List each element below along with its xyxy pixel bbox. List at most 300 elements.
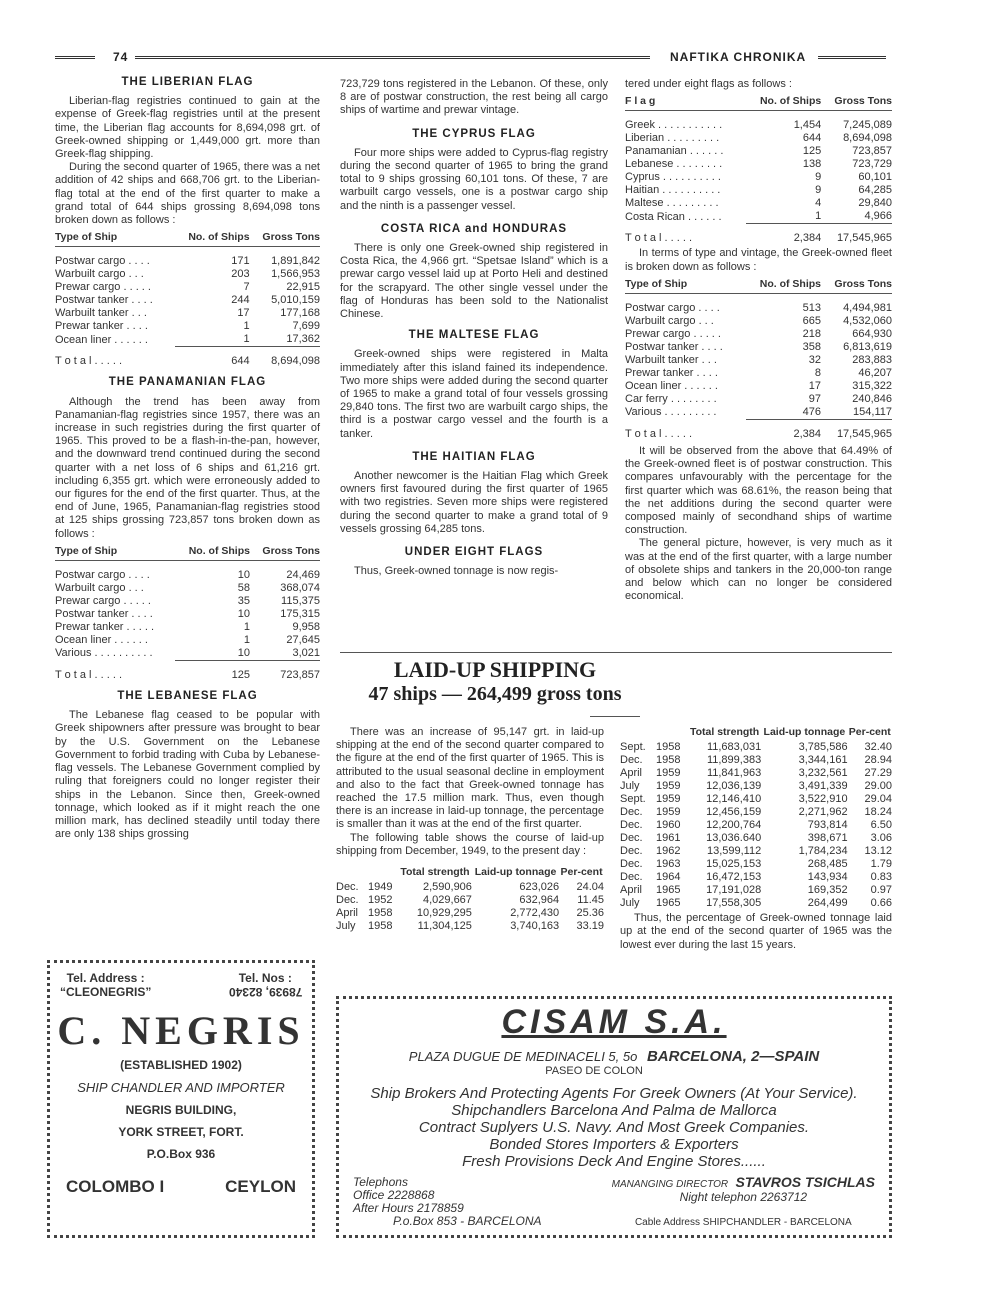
laid-up-row <box>620 832 892 845</box>
cell-ships: 1 <box>243 634 250 647</box>
laid-up-title: LAID-UP SHIPPING <box>393 657 597 682</box>
cell-total: 11,304,125 <box>417 920 472 933</box>
cell-tons: 9,958 <box>292 621 320 634</box>
cell-year: 1958 <box>656 754 681 767</box>
table-row <box>55 647 320 661</box>
cell-laid-up: 632,964 <box>519 894 560 907</box>
table-row <box>55 634 320 647</box>
cell-tons: 175,315 <box>280 608 320 621</box>
panamanian-heading: THE PANAMANIAN FLAG <box>108 376 267 389</box>
negris-street: YORK STREET, FORT. <box>118 1125 244 1139</box>
cell-type: Prewar tanker . . . . <box>55 320 148 333</box>
lebanese-para-2: 723,729 tons registered in the Lebanon. Of these, only 8 are of postwar construction, the rest being all cargo ships of wartime and prewar vintage. <box>340 78 608 117</box>
cell-type: Car ferry . . . . . . . . <box>625 393 717 406</box>
negris-tel-address-label: Tel. Address : <box>66 971 145 985</box>
liberian-para-2: During the second quarter of 1965, there was a net addition of 42 ships and 668,706 grt. to the Liberian-flag total at the end of the first quarter to make a grand total of 644 ships grossing 8,694,098 tons broken down as follows : <box>55 161 320 227</box>
cell-type: Prewar tanker . . . . <box>625 367 718 380</box>
negris-country: CEYLON <box>225 1177 296 1196</box>
cell-percent: 0.97 <box>870 884 892 897</box>
cell-tons: 46,207 <box>858 367 892 380</box>
cell-type: Prewar cargo . . . . . <box>625 328 721 341</box>
cell-total: 17,558,305 <box>706 897 762 910</box>
table-row <box>55 608 320 621</box>
cell-year: 1959 <box>656 793 681 806</box>
cell-percent: 13.12 <box>864 845 892 858</box>
header-rule-left <box>55 56 95 59</box>
col-header-type: Type of Ship <box>625 274 746 294</box>
cell-tons: 29,840 <box>858 197 892 210</box>
cisam-contact-row <box>339 1176 889 1229</box>
cell-percent: 3.06 <box>870 832 892 845</box>
cell-total: 13,036.640 <box>706 832 762 845</box>
table-row <box>55 294 320 307</box>
laid-up-row <box>620 819 892 832</box>
cisam-address-line <box>339 1048 889 1065</box>
table-row <box>625 158 892 171</box>
cisam-line-2: Shipchandlers Barcelona And Palma de Mallorca <box>451 1102 777 1119</box>
panamanian-table <box>55 541 320 682</box>
liberian-heading: THE LIBERIAN FLAG <box>121 76 254 88</box>
total-row <box>55 347 320 369</box>
cell-tons: 8,694,098 <box>843 132 892 145</box>
cell-total: 13,599,112 <box>706 845 762 858</box>
negris-tel-address: “CLEONEGRIS” <box>60 985 152 999</box>
cell-laid-up: 3,522,910 <box>798 793 848 806</box>
cell-ships: 97 <box>808 393 822 406</box>
cell-percent: 29.00 <box>864 780 892 793</box>
col-header-percent: Per-cent <box>560 866 603 879</box>
cell-ships: 1 <box>243 621 250 634</box>
cell-tons: 60,101 <box>858 171 892 184</box>
table-row <box>625 145 892 158</box>
cell-type: Maltese . . . . . . . . . <box>625 197 719 210</box>
cell-ships: 171 <box>231 255 250 268</box>
negris-city: COLOMBO I <box>66 1177 165 1196</box>
negris-established: (ESTABLISHED 1902) <box>120 1058 242 1072</box>
cell-total: 15,025,153 <box>706 858 762 871</box>
cell-type: Warbuilt tanker . . . <box>625 354 717 367</box>
cell-year: 1959 <box>656 767 681 780</box>
cell-month: July <box>620 780 640 793</box>
cell-year: 1963 <box>656 858 681 871</box>
cell-ships: 32 <box>808 354 822 367</box>
cell-total: 11,841,963 <box>706 767 762 780</box>
cell-ships: 244 <box>231 294 250 307</box>
cell-ships: 218 <box>802 328 822 341</box>
table-row <box>55 621 320 634</box>
cell-total: 16,472,153 <box>706 871 762 884</box>
total-label: T o t a l . . . . . <box>625 427 693 440</box>
cell-tons: 22,915 <box>286 281 320 294</box>
laid-up-row <box>336 907 604 920</box>
laid-up-row <box>620 884 892 897</box>
cell-percent: 0.83 <box>870 871 892 884</box>
column-3 <box>625 78 892 603</box>
cisam-line-3: Contract Suplyers U.S. Navy. And Most Greek Companies. <box>418 1119 810 1136</box>
cell-tons: 664,930 <box>852 328 892 341</box>
cell-tons: 368,074 <box>280 582 320 595</box>
table-row <box>625 132 892 145</box>
cell-type: Greek . . . . . . . . . . . <box>625 119 723 132</box>
cell-type: Ocean liner . . . . . . <box>625 380 718 393</box>
cell-tons: 4,532,060 <box>843 315 892 328</box>
cell-ships: 17 <box>808 380 822 393</box>
laid-up-row <box>620 806 892 819</box>
cell-ships: 17 <box>237 307 250 320</box>
col-header-total: Total strength <box>689 726 760 738</box>
cell-year: 1964 <box>656 871 681 884</box>
laid-up-row <box>336 894 604 907</box>
cell-laid-up: 793,814 <box>807 819 848 832</box>
cell-tons: 1,566,953 <box>271 268 320 281</box>
cell-tons: 7,245,089 <box>843 119 892 132</box>
table-row <box>625 406 892 420</box>
cell-tons: 5,010,159 <box>271 294 320 307</box>
cell-laid-up: 169,352 <box>807 884 848 897</box>
under-eight-heading: UNDER EIGHT FLAGS <box>404 546 544 559</box>
cell-ships: 58 <box>237 582 250 595</box>
cisam-line-1: Ship Brokers And Protecting Agents For Greek Owners (At Your Service). <box>370 1085 858 1102</box>
cell-ships: 1,454 <box>793 119 822 132</box>
column-2 <box>340 78 608 579</box>
cell-laid-up: 3,344,161 <box>798 754 848 767</box>
liberian-para-1: Liberian-flag registries continued to gain at the expense of Greek-flag registries until at the present time, the Liberian flag accounts for 8,694,098 grt. of Greek-owned shipping or 1,449,000 grt. more than Greek-flag shipping. <box>55 95 320 161</box>
cell-type: Prewar cargo . . . . . <box>55 281 151 294</box>
laid-up-column-left <box>336 726 604 933</box>
fleet-type-table <box>625 274 892 441</box>
laid-up-subtitle: 47 ships — 264,499 gross tons <box>368 683 622 705</box>
cell-percent: 18.24 <box>864 806 892 819</box>
column-1 <box>55 72 320 841</box>
cell-type: Cyprus . . . . . . . . . . <box>625 171 721 184</box>
laid-up-column-right <box>620 722 892 952</box>
laid-up-row <box>620 897 892 910</box>
cell-ships: 35 <box>237 595 250 608</box>
col-header-tons: Gross Tons <box>250 227 320 247</box>
cell-ships: 9 <box>815 171 822 184</box>
cell-tons: 723,729 <box>852 158 892 171</box>
laid-up-row <box>336 920 604 933</box>
cell-month: July <box>620 897 640 910</box>
laid-up-row <box>620 871 892 884</box>
cell-type: Haitian . . . . . . . . . . <box>625 184 721 197</box>
cell-total: 17,191,028 <box>706 884 762 897</box>
cell-ships: 4 <box>815 197 822 210</box>
cell-percent: 11.45 <box>577 894 604 907</box>
cell-percent: 28.94 <box>864 754 892 767</box>
total-label: T o t a l . . . . . <box>625 232 693 245</box>
cell-tons: 7,699 <box>292 320 320 333</box>
header-rule-right <box>818 56 886 59</box>
cell-type: Postwar tanker . . . . <box>55 294 153 307</box>
table-row <box>55 320 320 333</box>
cell-month: Dec. <box>620 858 643 871</box>
cell-total: 12,146,410 <box>706 793 762 806</box>
cell-percent: 0.66 <box>870 897 892 910</box>
cell-total: 12,200,764 <box>706 819 762 832</box>
laid-up-row <box>620 754 892 767</box>
cell-tons: 177,168 <box>280 307 320 320</box>
cell-type: Panamanian . . . . . . <box>625 145 724 158</box>
cell-laid-up: 398,671 <box>807 832 848 845</box>
cell-type: Costa Rican . . . . . . <box>625 210 722 223</box>
cell-type: Warbuilt cargo . . . <box>55 268 144 281</box>
cell-tons: 17,362 <box>286 333 320 346</box>
col-header-total: Total strength <box>400 866 470 879</box>
col-header-ships: No. of Ships <box>175 541 249 561</box>
cell-ships: 1 <box>243 333 250 346</box>
costa-rica-heading: COSTA RICA and HONDURAS <box>380 222 568 235</box>
cell-total: 10,929,295 <box>416 907 472 920</box>
cell-laid-up: 3,232,561 <box>798 767 848 780</box>
cell-month: Dec. <box>620 754 643 767</box>
cell-month: Dec. <box>620 871 643 884</box>
col-header-tons: Gross Tons <box>250 541 320 561</box>
total-tons: 723,857 <box>250 661 320 683</box>
negris-tel-row <box>50 963 312 999</box>
cell-ships: 476 <box>802 406 822 419</box>
cell-month: Dec. <box>620 819 643 832</box>
cell-year: 1952 <box>368 894 393 907</box>
total-ships: 125 <box>175 661 249 683</box>
cell-type: Ocean liner . . . . . . <box>55 634 148 647</box>
col-header-ships: No. of Ships <box>746 91 821 111</box>
table-row <box>55 595 320 608</box>
table-row <box>625 171 892 184</box>
cell-month: Dec. <box>620 845 643 858</box>
cell-year: 1965 <box>656 897 681 910</box>
cell-year: 1965 <box>656 884 681 897</box>
total-label: T o t a l . . . . . <box>55 355 123 368</box>
cisam-city: BARCELONA, 2—SPAIN <box>646 1048 820 1065</box>
total-row <box>625 224 892 246</box>
col-header-type: Type of Ship <box>55 541 175 561</box>
cisam-cable: Cable Address SHIPCHANDLER - BARCELONA <box>634 1217 852 1228</box>
table-row <box>625 184 892 197</box>
cell-month: Dec. <box>336 881 359 894</box>
laid-up-para-3: Thus, the percentage of Greek-owned tonnage laid up at the end of the second quarter of 1965 was the lowest ever during the last 15 years. <box>620 912 892 951</box>
table-row <box>55 268 320 281</box>
cell-month: Sept. <box>620 793 646 806</box>
cell-ships: 7 <box>243 281 250 294</box>
cell-ships: 644 <box>802 132 822 145</box>
total-tons: 17,545,965 <box>821 420 892 442</box>
col-header-percent: Per-cent <box>848 726 891 738</box>
cisam-director: STAVROS TSICHLAS <box>735 1174 875 1190</box>
cell-laid-up: 2,271,962 <box>798 806 848 819</box>
negris-tel-nos-label: Tel. Nos : <box>238 971 292 985</box>
cell-tons: 115,375 <box>281 595 320 608</box>
cell-total: 4,029,667 <box>422 894 472 907</box>
laid-up-para-2: The following table shows the course of laid-up shipping from December, 1949, to the present day : <box>336 831 604 857</box>
cisam-paseo: PASEO DE COLON <box>545 1065 643 1077</box>
cell-tons: 154,117 <box>853 406 892 419</box>
cell-tons: 1,891,842 <box>271 255 320 268</box>
table-row <box>55 281 320 294</box>
cisam-office: Office 2228868 <box>353 1188 435 1202</box>
table-row <box>625 354 892 367</box>
negris-advertisement <box>47 960 315 1238</box>
cell-total: 2,590,906 <box>422 881 472 894</box>
table-row <box>625 119 892 132</box>
total-label: T o t a l . . . . . <box>55 668 123 681</box>
negris-tel-nos: 78939, 82340 <box>228 985 302 999</box>
cell-month: July <box>336 920 356 933</box>
col-header-ships: No. of Ships <box>175 227 250 247</box>
col-header-ships: No. of Ships <box>746 274 821 294</box>
cell-laid-up: 2,772,430 <box>510 907 560 920</box>
col-header-tons: Gross Tons <box>821 91 892 111</box>
lebanese-para-1: The Lebanese flag ceased to be popular with Greek shipowners after pressure was brought to bear by the U.S. Government on the Lebanese Government to forbid trading with Cuba by Lebanese-flag vessels. The Lebanese Government complied by ruling that foreigners could no longer register their ships in the Lebanon. Since then, Greek-owned tonnage, which looked as if it might reach the one million mark, has declined steadily until today there are only 138 ships grossing <box>55 709 320 841</box>
cisam-name: CISAM S.A. <box>501 1003 727 1041</box>
cell-month: April <box>620 884 643 897</box>
cell-ships: 665 <box>802 315 822 328</box>
cell-total: 12,036,139 <box>706 780 762 793</box>
cell-tons: 723,857 <box>852 145 892 158</box>
cell-total: 11,683,031 <box>706 741 762 754</box>
table-row <box>55 582 320 595</box>
table-row <box>625 210 892 224</box>
cell-tons: 315,322 <box>852 380 892 393</box>
negris-building: NEGRIS BUILDING, <box>125 1103 237 1117</box>
page-number: 74 <box>113 50 129 64</box>
maltese-heading: THE MALTESE FLAG <box>408 329 540 342</box>
negris-pobox: P.O.Box 936 <box>146 1147 216 1161</box>
cell-type: Warbuilt cargo . . . <box>55 582 144 595</box>
total-tons: 8,694,098 <box>250 347 320 369</box>
cell-percent: 24.04 <box>576 881 604 894</box>
cell-year: 1949 <box>368 881 393 894</box>
under-eight-para-5: The general picture, however, is very much as it was at the end of the first quarter, with a large number of obsolete ships and tankers in the 20,000-ton range and below which can no longer be considered economical. <box>625 537 892 603</box>
cell-percent: 29.04 <box>864 793 892 806</box>
table-row <box>625 315 892 328</box>
cell-ships: 138 <box>802 158 822 171</box>
cell-month: Dec. <box>336 894 359 907</box>
under-eight-para-4: It will be observed from the above that 64.49% of the Greek-owned fleet is of postwar construction. This compares unfavourably with the percentage for the first quarter which was 68.61%, the reason being that the net additions during the second quarter were composed mainly of secondhand ships of wartime construction. <box>625 445 892 537</box>
table-row <box>55 333 320 347</box>
section-divider <box>340 652 892 653</box>
laid-up-para-1: There was an increase of 95,147 grt. in laid-up shipping at the end of the second quarter compared to the figure at the end of the first quarter of 1965. This is attributed to the usual seasonal decline in employment and also to the fact that Greek-owned tonnage has reached the 17.5 million mark. Thus, even though there is an increase in laid-up tonnage, the percentage is smaller than it was at the end of the first quarter. <box>336 726 604 831</box>
liberian-table <box>55 227 320 368</box>
cell-type: Various . . . . . . . . . . <box>55 647 153 660</box>
table-row <box>55 307 320 320</box>
cisam-services <box>339 1085 889 1170</box>
cell-year: 1959 <box>656 806 681 819</box>
costa-rica-para-1: There is only one Greek-owned ship registered in Costa Rica, the 4,966 grt. “Spetsae Island” which is a prewar cargo vessel laid up at Porto Heli and destined for the scrapyard. The other single vessel under the flag of Honduras has been sold to the Nationalist Chinese. <box>340 242 608 321</box>
table-row <box>625 197 892 210</box>
cell-type: Postwar cargo . . . . <box>55 569 150 582</box>
cell-percent: 25.36 <box>576 907 604 920</box>
under-eight-para-3: In terms of type and vintage, the Greek-owned fleet is broken down as follows : <box>625 247 892 273</box>
cell-percent: 33.19 <box>576 920 604 933</box>
cell-ships: 1 <box>815 210 822 223</box>
laid-up-table-left <box>336 862 604 933</box>
cell-percent: 27.29 <box>864 767 892 780</box>
cell-percent: 6.50 <box>870 819 892 832</box>
cell-ships: 10 <box>237 608 250 621</box>
laid-up-row <box>620 780 892 793</box>
cell-year: 1958 <box>656 741 681 754</box>
table-row <box>625 393 892 406</box>
cisam-after-hours: After Hours 2178859 <box>353 1201 464 1215</box>
cell-month: April <box>336 907 359 920</box>
haitian-heading: THE HAITIAN FLAG <box>412 450 536 463</box>
cell-type: Ocean liner . . . . . . <box>55 333 148 346</box>
cell-type: Various . . . . . . . . . <box>625 406 717 419</box>
journal-title: NAFTIKA CHRONIKA <box>670 50 807 64</box>
cell-tons: 240,846 <box>852 393 892 406</box>
laid-up-row <box>620 858 892 871</box>
cell-tons: 27,645 <box>286 634 320 647</box>
negris-name: C. NEGRIS <box>57 1008 305 1053</box>
cell-tons: 4,966 <box>864 210 892 223</box>
cell-type: Lebanese . . . . . . . . <box>625 158 723 171</box>
cell-type: Warbuilt cargo . . . <box>625 315 714 328</box>
laid-up-row <box>620 767 892 780</box>
col-header-laid-up: Laid-up tonnage <box>474 866 557 879</box>
negris-location-row <box>50 1177 312 1197</box>
cisam-line-5: Fresh Provisions Deck And Engine Stores...... <box>462 1153 766 1170</box>
cell-laid-up: 268,485 <box>807 858 848 871</box>
cell-laid-up: 143,934 <box>807 871 848 884</box>
maltese-para-1: Greek-owned ships were registered in Malta immediately after this island fained its independence. Two more ships were added during the second quarter of 1965 to make a grand total of four vessels grossing 29,840 tons. The first two are warbuilt cargo ships, the third is a postwar cargo vessel and the fourth is a tanker. <box>340 348 608 440</box>
cell-year: 1959 <box>656 780 681 793</box>
table-row <box>55 255 320 268</box>
cell-laid-up: 3,785,586 <box>798 741 848 754</box>
cell-type: Prewar cargo . . . . . <box>55 595 151 608</box>
table-row <box>625 341 892 354</box>
total-ships: 2,384 <box>746 224 821 246</box>
cell-tons: 24,469 <box>286 569 320 582</box>
col-header-laid-up: Laid-up tonnage <box>763 726 846 738</box>
cell-type: Postwar cargo . . . . <box>55 255 150 268</box>
cell-month: Sept. <box>620 741 646 754</box>
cell-laid-up: 3,491,339 <box>798 780 848 793</box>
laid-up-row <box>620 793 892 806</box>
cell-ships: 8 <box>814 367 822 380</box>
haitian-para-1: Another newcomer is the Haitian Flag which Greek owners first favoured during the first quarter of 1965 with two registries. Seven more ships were registered during the second quarter to make a grand total of 9 vessels grossing 64,285 tons. <box>340 470 608 535</box>
cell-ships: 203 <box>231 268 250 281</box>
cell-tons: 3,021 <box>292 647 320 660</box>
cell-type: Postwar tanker . . . . <box>55 608 153 621</box>
cell-tons: 64,285 <box>858 184 892 197</box>
cisam-line-4: Bonded Stores Importers & Exporters <box>489 1136 739 1153</box>
flags-table <box>625 91 892 245</box>
cell-ships: 358 <box>802 341 822 354</box>
cyprus-heading: THE CYPRUS FLAG <box>412 127 536 140</box>
cell-percent: 1.79 <box>870 858 892 871</box>
under-eight-para-2: tered under eight flags as follows : <box>625 78 792 90</box>
total-ships: 644 <box>175 347 250 369</box>
total-row <box>55 661 320 683</box>
laid-up-table-right <box>620 722 892 910</box>
total-ships: 2,384 <box>746 420 821 442</box>
cell-tons: 6,813,619 <box>843 341 892 354</box>
cisam-director-label: MANANGING DIRECTOR <box>611 1179 729 1190</box>
table-row <box>625 380 892 393</box>
cell-year: 1961 <box>656 832 681 845</box>
cisam-advertisement <box>336 996 892 1238</box>
cisam-telephons: Telephons <box>353 1175 408 1189</box>
cell-ships: 513 <box>802 302 822 315</box>
title-underline <box>590 716 640 717</box>
laid-up-title-block <box>340 658 650 706</box>
total-row <box>625 420 892 442</box>
cell-ships: 125 <box>802 145 822 158</box>
cell-type: Postwar tanker . . . . <box>625 341 723 354</box>
cell-type: Liberian . . . . . . . . . <box>625 132 720 145</box>
cell-total: 11,899,383 <box>706 754 762 767</box>
